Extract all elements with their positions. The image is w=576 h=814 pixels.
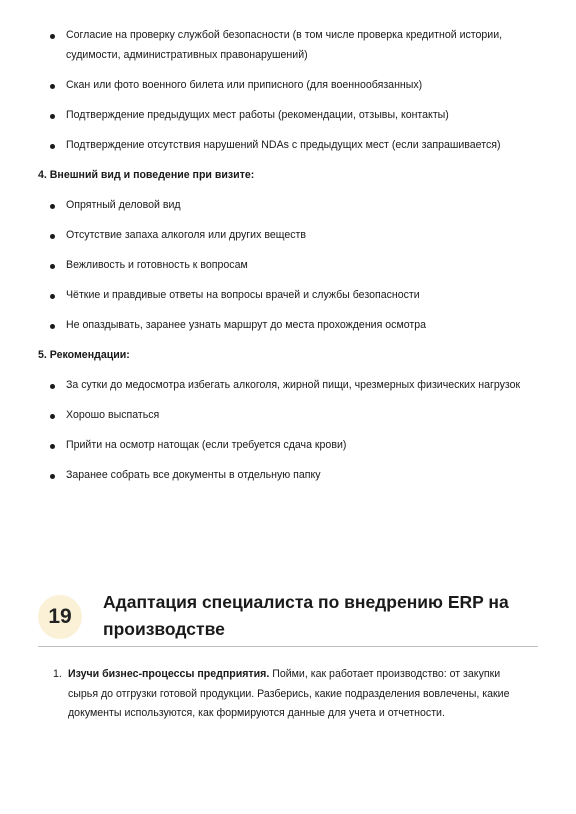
chapter-header: [38, 589, 538, 643]
list-item: [0, 26, 540, 65]
list-item-text: Заранее собрать все документы в отдельную папку: [66, 468, 321, 481]
list-item: [0, 226, 540, 246]
list-item: [38, 665, 518, 724]
bullet-icon: [50, 324, 55, 329]
list-item: [0, 406, 540, 426]
list-item: [0, 76, 540, 96]
step-lead: Изучи бизнес-процессы предприятия.: [68, 668, 270, 680]
list-item: [0, 436, 540, 456]
list-item: [0, 136, 540, 156]
list-item: [0, 316, 540, 336]
bullet-icon: [50, 264, 55, 269]
step-text: Пойми, как работает производство: от закупки сырья до отгрузки готовой продукции. Разберись, какие подразделения вовлечены, какие документы используются, как формируются данные для учета и отчетности.: [68, 668, 510, 719]
step-number: 1.: [53, 668, 62, 680]
chapter-number-badge: 19: [38, 595, 82, 639]
bullet-icon: [50, 34, 55, 39]
page: [0, 26, 540, 496]
bullet-icon: [50, 144, 55, 149]
bullet-icon: [50, 84, 55, 89]
list-item: [0, 466, 540, 486]
steps-list: [38, 665, 518, 724]
list-item-text: Согласие на проверку службой безопасности (в том числе проверка кредитной истории, судимости, административных правонарушений): [66, 29, 503, 61]
list-item-text: Вежливость и готовность к вопросам: [66, 258, 248, 271]
bullet-icon: [50, 414, 55, 419]
list-item-text: Опрятный деловой вид: [66, 198, 181, 211]
list-item-text: Прийти на осмотр натощак (если требуется сдача крови): [66, 438, 347, 451]
section4-heading: 4. Внешний вид и поведение при визите:: [38, 168, 255, 181]
section5-heading: 5. Рекомендации:: [38, 348, 130, 361]
list-item-text: За сутки до медосмотра избегать алкоголя, жирной пищи, чрезмерных физических нагрузок: [66, 378, 521, 391]
bullet-icon: [50, 114, 55, 119]
list-item-text: Скан или фото военного билета или приписного (для военнообязанных): [66, 78, 423, 91]
list-item: [0, 376, 540, 396]
bullet-icon: [50, 294, 55, 299]
section3-list: [0, 26, 540, 155]
bullet-icon: [50, 384, 55, 389]
list-item-text: Отсутствие запаха алкоголя или других веществ: [66, 228, 306, 241]
list-item-text: Не опаздывать, заранее узнать маршрут до места прохождения осмотра: [66, 318, 427, 331]
section4-list: [0, 196, 540, 336]
bullet-icon: [50, 474, 55, 479]
bullet-icon: [50, 444, 55, 449]
chapter-divider: [38, 646, 538, 647]
bullet-icon: [50, 204, 55, 209]
list-item-text: Подтверждение отсутствия нарушений NDAs с предыдущих мест (если запрашивается): [66, 138, 501, 151]
list-item-text: Подтверждение предыдущих мест работы (рекомендации, отзывы, контакты): [66, 108, 449, 121]
list-item: [0, 256, 540, 276]
list-item: [0, 196, 540, 216]
section5-list: [0, 376, 540, 486]
list-item: [0, 106, 540, 126]
list-item-text: Чёткие и правдивые ответы на вопросы врачей и службы безопасности: [66, 288, 420, 301]
list-item-text: Хорошо выспаться: [66, 408, 160, 421]
list-item: [0, 286, 540, 306]
chapter-title: Адаптация специалиста по внедрению ERP на производстве: [103, 592, 509, 639]
bullet-icon: [50, 234, 55, 239]
